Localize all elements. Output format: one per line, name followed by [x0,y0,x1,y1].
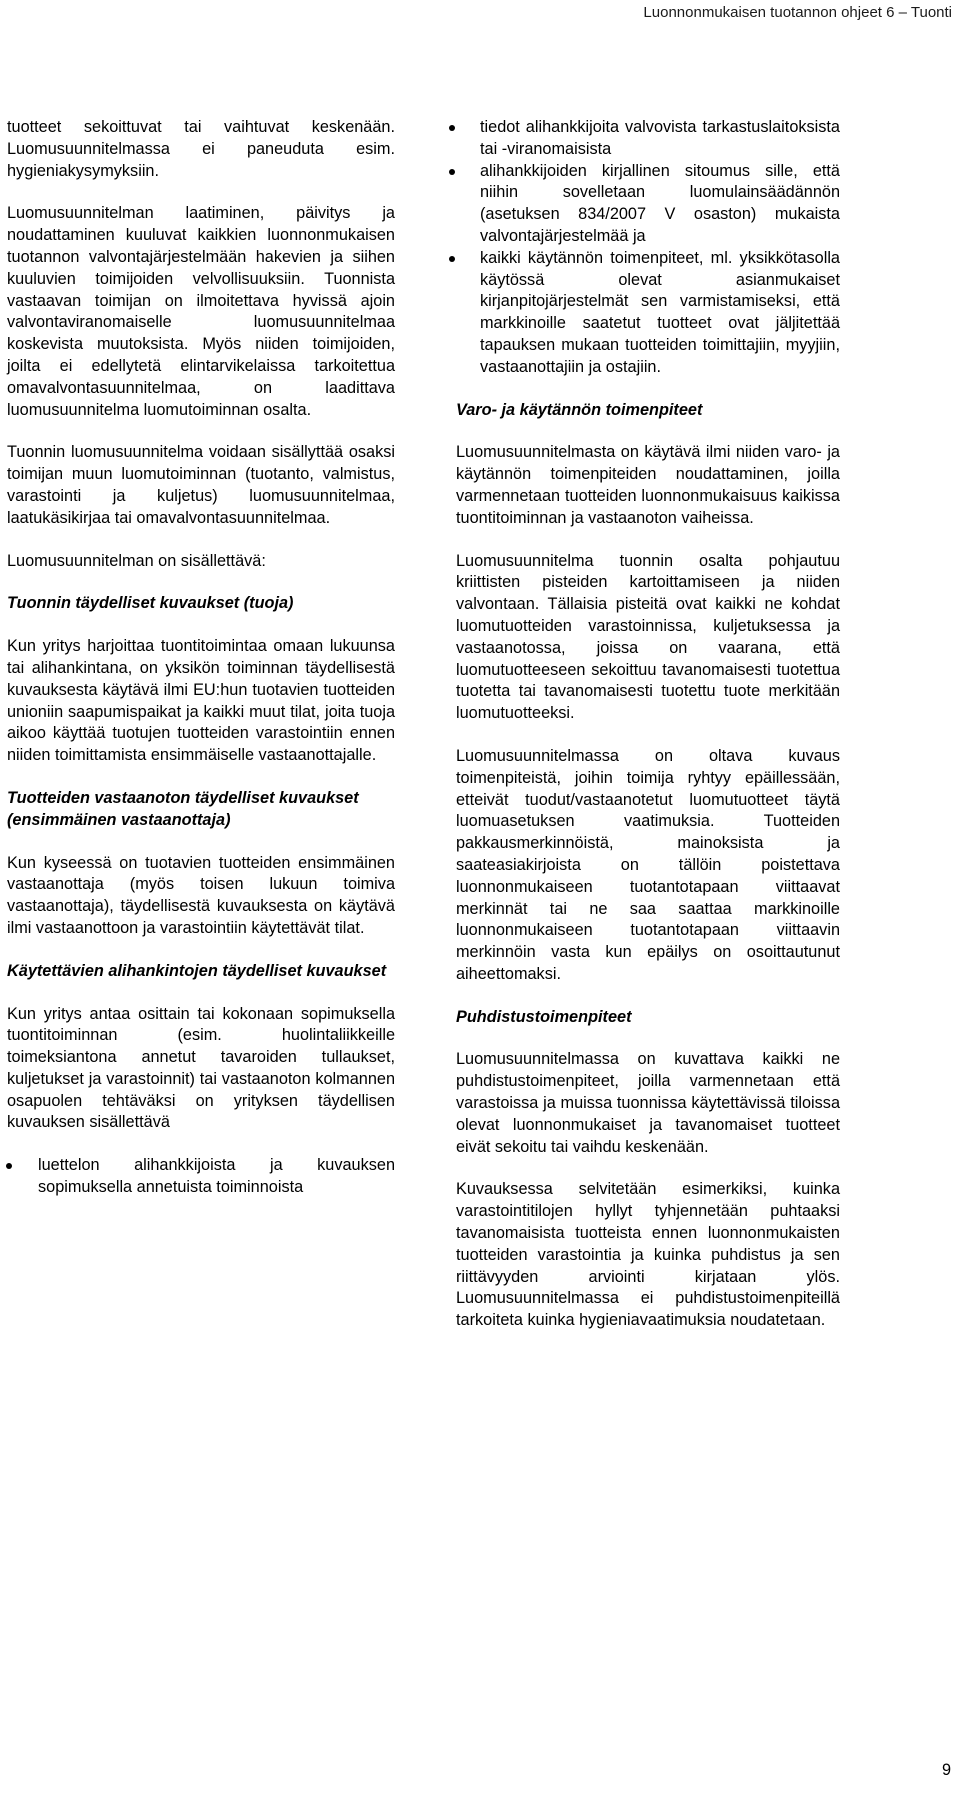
paragraph: Luomusuunnitelmassa on oltava kuvaus toimenpiteistä, joihin toimija ryhtyy epäillessään, etteivät tuodut/vastaanotetut luomutuotteet täytä luomuasetuksen vaatimuksia. Tuotteiden pakkausmerkinnöistä, mainoksista ja saateasiakirjoista on tällöin poistettava luonnonmukaiseen tuotantotapaan viittaavat merkinnät tai ne saa saattaa markkinoille luonnonmukaiseen tuotantotapaan viittaavin merkinnöin vasta kun epäilys on osoittautunut aiheettomaksi. [456,746,840,983]
running-header: Luonnonmukaisen tuotannon ohjeet 6 – Tuonti [643,4,952,21]
paragraph: Luomusuunnitelman laatiminen, päivitys ja noudattaminen kuuluvat kaikkien luonnonmukaisen tuotannon valvontajärjestelmään hakevien ja siihen kuuluvien toimijoiden velvollisuuksiin. Tuonnista vastaavan toimijan on ilmoitettava hyvissä ajoin valvontaviranomaiselle luomusuunnitelmaa koskevista muutoksista. Myös niiden toimijoiden, joilta ei edellytetä elintarvikelaissa tarkoitettua omavalvontasuunnitelmaa, on laadittava luomusuunnitelma luomutoiminnan osalta. [7,204,395,419]
section-heading: Käytettävien alihankintojen täydelliset kuvaukset [7,961,387,980]
paragraph: tuotteet sekoittuvat tai vaihtuvat keskenään. Luomusuunnitelmassa ei paneuduta esim. hygieniakysymyksiin. [7,118,395,180]
page-number: 9 [941,1761,951,1779]
list-item: luettelon alihankkijoista ja kuvauksen sopimuksella annetuista toiminnoista [7,1155,395,1199]
paragraph: Luomusuunnitelmasta on käytävä ilmi niiden varo- ja käytännön toimenpiteiden noudattaminen, joilla varmennetaan tuotteiden luonnonmukaisuus kaikissa tuontitoiminnan ja vastaanoton vaiheissa. [456,443,840,527]
section-heading: Tuonnin täydelliset kuvaukset (tuoja) [7,594,294,613]
paragraph: Tuonnin luomusuunnitelma voidaan sisällyttää osaksi toimijan muun luomutoiminnan (tuotanto, valmistus, varastointi ja kuljetus) luomusuunnitelmaa, laatukäsikirjaa tai omavalvontasuunnitelmaa. [7,443,395,527]
paragraph: Kun yritys antaa osittain tai kokonaan sopimuksella tuontitoiminnan (esim. huolintaliikkeille toimeksiantona annetut tavaroiden tullaukset, kuljetukset ja varastoinnit) tai vastaanoton kolmannen osapuolen tehtäväksi on yrityksen täydellisen kuvauksen sisällettävä [7,1004,395,1132]
paragraph: Luomusuunnitelman on sisällettävä: [7,551,266,570]
section-heading: Puhdistustoimenpiteet [456,1007,632,1026]
list-item: alihankkijoiden kirjallinen sitoumus sille, että niihin sovelletaan luomulainsäädännön (asetuksen 834/2007 V osaston) mukaista valvontajärjestelmää ja [456,161,840,248]
left-column [7,117,395,1199]
bullet-list [7,1155,395,1199]
paragraph: Luomusuunnitelma tuonnin osalta pohjautuu kriittisten pisteiden kartoittamiseen ja niiden valvontaan. Tällaisia pisteitä ovat kaikki ne kohdat luomutuotteiden varastoinnissa, kuljetuksessa ja vastaanotossa, joissa on vaarana, että luomutuotteeseen sekoittuu tavanomaisesti tuotettua tuotetta tai tavanomaisesti tuotettu tuote merkitään luomutuotteeksi. [456,551,840,723]
section-heading: Tuotteiden vastaanoton täydelliset kuvaukset (ensimmäinen vastaanottaja) [7,788,359,829]
right-column [456,117,840,1353]
paragraph: Kun yritys harjoittaa tuontitoimintaa omaan lukuunsa tai alihankintana, on yksikön toiminnan täydellisestä kuvauksesta käytävä ilmi EU:hun tuotavien tuotteiden unioniin saapumispaikat ja kaikki muut tilat, joita tuoja aikoo käyttää tuotujen tuotteiden varastointiin ennen niiden toimittamista ensimmäiselle vastaanottajalle. [7,637,395,765]
paragraph: Kun kyseessä on tuotavien tuotteiden ensimmäinen vastaanottaja (myös toisen lukuun toimiva vastaanottaja), täydellisestä kuvauksesta on käytävä ilmi vastaanottoon ja varastointiin käytettävät tilat. [7,853,395,937]
section-heading: Varo- ja käytännön toimenpiteet [456,400,703,419]
bullet-list [456,117,840,379]
paragraph: Luomusuunnitelmassa on kuvattava kaikki ne puhdistustoimenpiteet, joilla varmennetaan että varastoissa ja muissa tuonnissa käytettävissä tiloissa olevat luonnonmukaiset ja tavanomaiset tuotteet eivät sekoitu tai vaihdu keskenään. [456,1050,840,1156]
list-item: kaikki käytännön toimenpiteet, ml. yksikkötasolla käytössä olevat asianmukaiset kirjanpitojärjestelmät sen varmistamiseksi, että markkinoille saatetut tuotteet ovat jäljitettää tapauksen mukaan tuotteiden toimittajiin, myyjiin, vastaanottajiin ja ostajiin. [456,248,840,379]
paragraph: Kuvauksessa selvitetään esimerkiksi, kuinka varastointitilojen hyllyt tyhjennetään puhtaaksi tavanomaisista tuotteista ennen luonnonmukaisten tuotteiden varastointia ja kuinka puhdistus ja sen riittävyyden arviointi kirjataan ylös. Luomusuunnitelmassa ei puhdistustoimenpiteillä tarkoiteta kuinka hygieniavaatimuksia noudatetaan. [456,1180,840,1330]
list-item: tiedot alihankkijoita valvovista tarkastuslaitoksista tai -viranomaisista [456,117,840,161]
